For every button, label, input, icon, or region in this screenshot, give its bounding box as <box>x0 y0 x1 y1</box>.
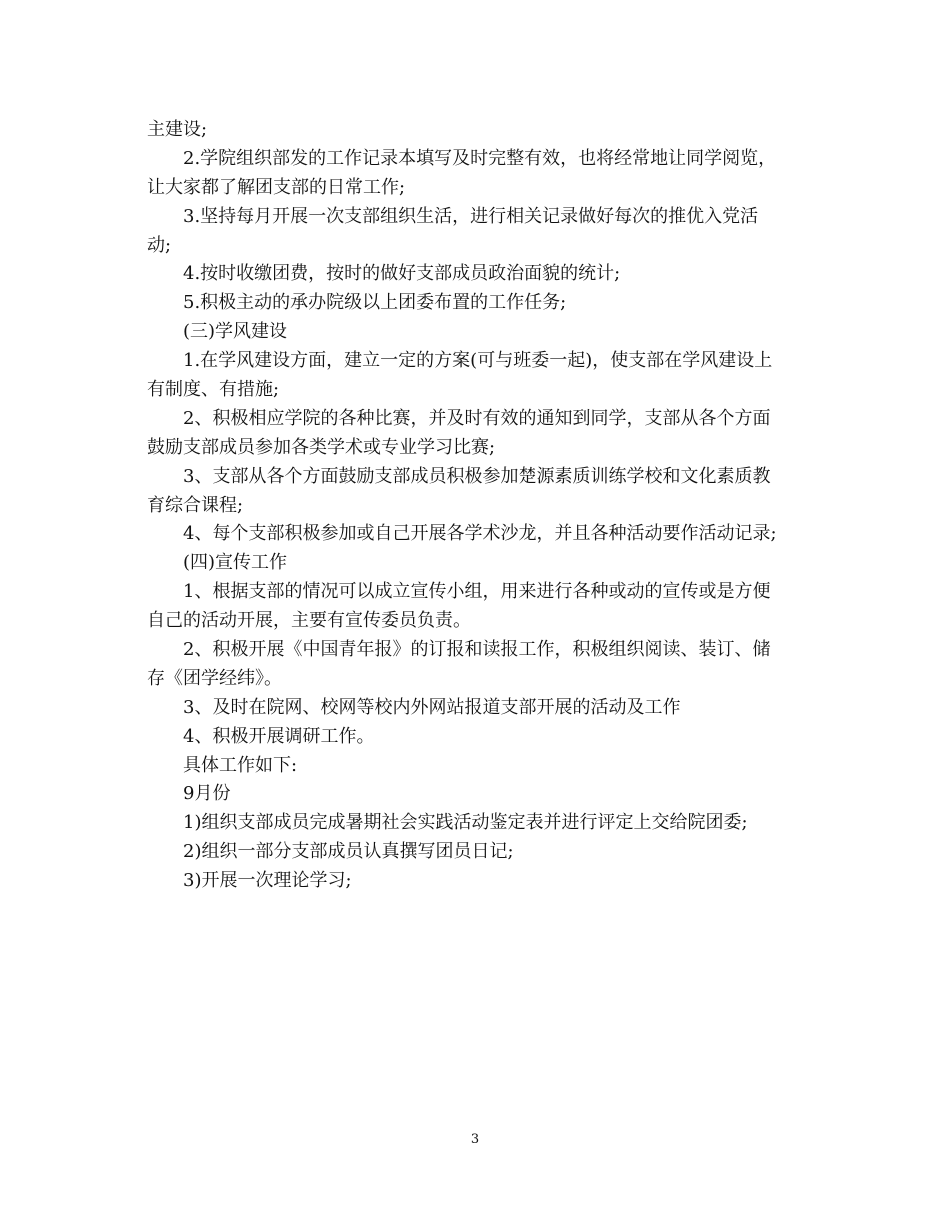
text-line: 9月份 <box>183 783 231 805</box>
text-line: 具体工作如下: <box>183 754 298 776</box>
text-line: 3)开展一次理论学习; <box>183 870 352 892</box>
text-line: 鼓励支部成员参加各类学术或专业学习比赛; <box>147 436 496 458</box>
text-line: 4.按时收缴团费，按时的做好支部成员政治面貌的统计; <box>183 263 621 285</box>
text-line: 2、积极开展《中国青年报》的订报和读报工作，积极组织阅读、装订、储 <box>183 639 771 661</box>
text-line: 自己的活动开展，主要有宣传委员负责。 <box>147 610 471 632</box>
document-body <box>147 116 807 896</box>
text-line: 动; <box>147 234 172 256</box>
text-line: 3、支部从各个方面鼓励支部成员积极参加楚源素质训练学校和文化素质教 <box>183 465 771 487</box>
text-line: 存《团学经纬》。 <box>147 667 282 689</box>
text-line: 4、每个支部积极参加或自己开展各学术沙龙，并且各种活动要作活动记录; <box>183 523 777 545</box>
text-line: 让大家都了解团支部的日常工作; <box>147 176 406 198</box>
text-line: 育综合课程; <box>147 494 244 516</box>
text-line: 主建设; <box>147 119 208 140</box>
text-line: 1、根据支部的情况可以成立宣传小组，用来进行各种或动的宣传或是方便 <box>183 581 771 603</box>
text-line: (四)宣传工作 <box>183 552 288 574</box>
text-line: 1)组织支部成员完成暑期社会实践活动鉴定表并进行评定上交给院团委; <box>183 812 748 834</box>
page-number: 3 <box>470 1132 480 1147</box>
text-line: 3.坚持每月开展一次支部组织生活，进行相关记录做好每次的推优入党活 <box>183 205 759 227</box>
text-line: 1.在学风建设方面，建立一定的方案(可与班委一起)，使支部在学风建设上 <box>183 350 773 372</box>
text-line: 3、及时在院网、校网等校内外网站报道支部开展的活动及工作 <box>183 696 681 718</box>
text-line: (三)学风建设 <box>183 321 288 343</box>
text-line: 5.积极主动的承办院级以上团委布置的工作任务; <box>183 292 567 314</box>
text-line: 4、积极开展调研工作。 <box>183 725 375 747</box>
text-line: 2.学院组织部发的工作记录本填写及时完整有效，也将经常地让同学阅览， <box>183 147 777 169</box>
text-line: 2、积极相应学院的各种比赛，并及时有效的通知到同学，支部从各个方面 <box>183 407 771 429</box>
text-line: 有制度、有措施; <box>147 379 280 401</box>
text-line: 2)组织一部分支部成员认真撰写团员日记; <box>183 841 514 863</box>
